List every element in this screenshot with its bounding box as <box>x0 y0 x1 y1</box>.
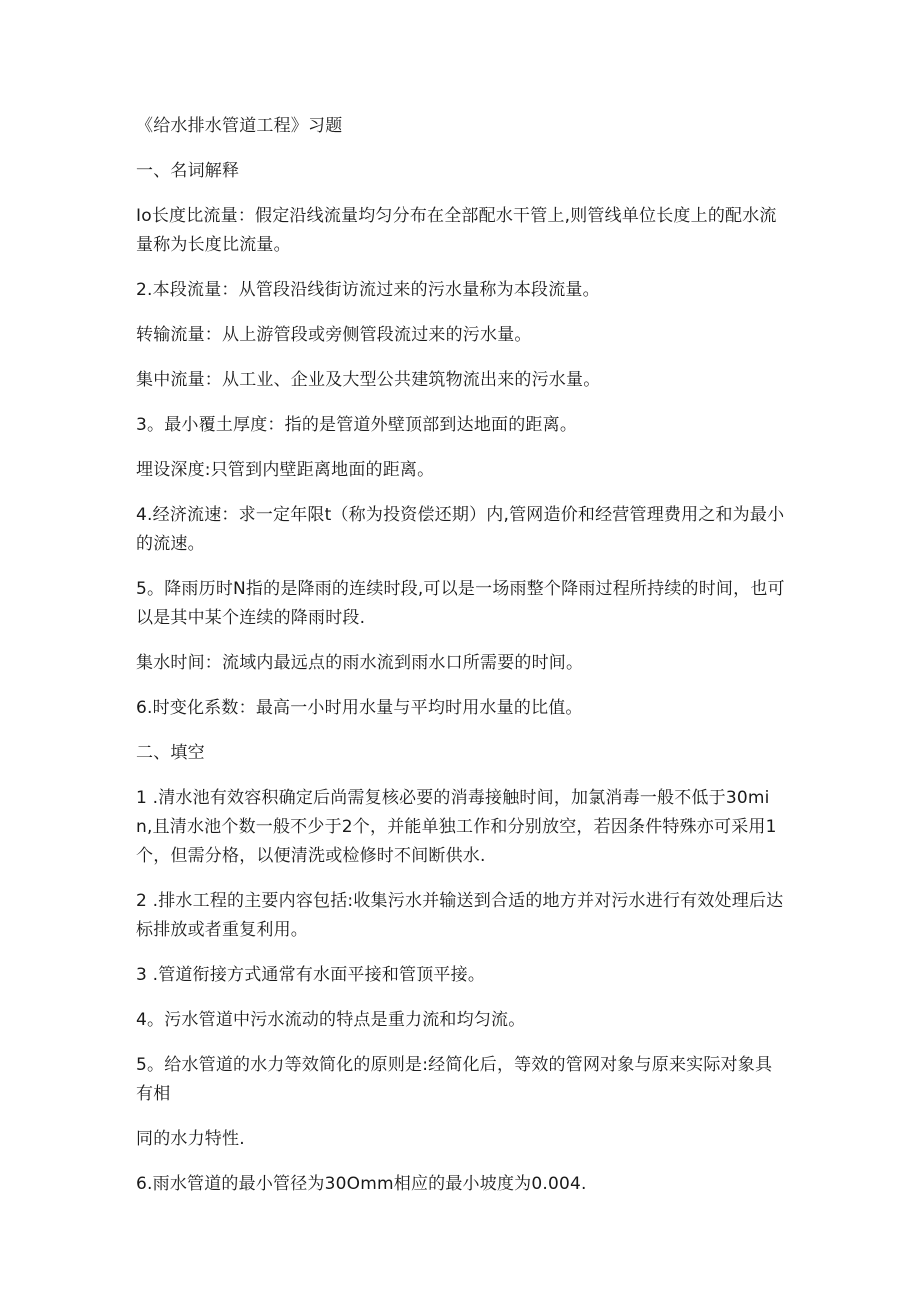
fill-item-3: 3 .管道衔接方式通常有水面平接和管顶平接。 <box>136 965 486 985</box>
term-item-3: 转输流量：从上游管段或旁侧管段流过来的污水量。 <box>136 325 532 345</box>
term-item-7: 4.经济流速：求一定年限t（称为投资偿还期）内,管网造价和经营管理费用之和为最小的流速。 <box>136 505 785 554</box>
section-heading-fill: 二、填空 <box>136 743 205 763</box>
term-item-6: 埋设深度:只管到内壁距离地面的距离。 <box>136 460 435 480</box>
fill-item-6: 6.雨水管道的最小管径为30Omm相应的最小坡度为0.004. <box>136 1174 587 1194</box>
term-item-9: 集水时间：流域内最远点的雨水流到雨水口所需要的时间。 <box>136 653 584 673</box>
term-item-10: 6.时变化系数：最高一小时用水量与平均时用水量的比值。 <box>136 698 583 718</box>
term-item-2: 2.本段流量：从管段沿线街访流过来的污水量称为本段流量。 <box>136 280 600 300</box>
section-heading-terms: 一、名词解释 <box>136 161 240 181</box>
term-item-4: 集中流量：从工业、企业及大型公共建筑物流出来的污水量。 <box>136 370 601 390</box>
term-item-8: 5。降雨历时N指的是降雨的连续时段,可以是一场雨整个降雨过程所持续的时间，也可以是其中某个连续的降雨时段. <box>136 579 785 628</box>
fill-item-1: 1 .清水池有效容积确定后尚需复核必要的消毒接触时间，加氯消毒一般不低于30min,且清水池个数一般不少于2个，并能单独工作和分别放空，若因条件特殊亦可采用1个，但需分格，以便清洗或检修时不间断供水. <box>136 788 777 866</box>
document-title: 《给水排水管道工程》习题 <box>136 116 343 136</box>
fill-item-4: 4。污水管道中污水流动的特点是重力流和均匀流。 <box>136 1010 526 1030</box>
term-item-1: Io长度比流量：假定沿线流量均匀分布在全部配水干管上,则管线单位长度上的配水流量称为长度比流量。 <box>136 206 777 255</box>
fill-item-2: 2 .排水工程的主要内容包括:收集污水并输送到合适的地方并对污水进行有效处理后达标排放或者重复利用。 <box>136 891 784 940</box>
fill-item-5-continued: 同的水力特性. <box>136 1129 245 1149</box>
term-item-5: 3。最小覆土厚度：指的是管道外壁顶部到达地面的距离。 <box>136 415 578 435</box>
document-content <box>136 112 786 1215</box>
fill-item-5: 5。给水管道的水力等效简化的原则是:经简化后，等效的管网对象与原来实际对象具有相 <box>136 1055 773 1104</box>
